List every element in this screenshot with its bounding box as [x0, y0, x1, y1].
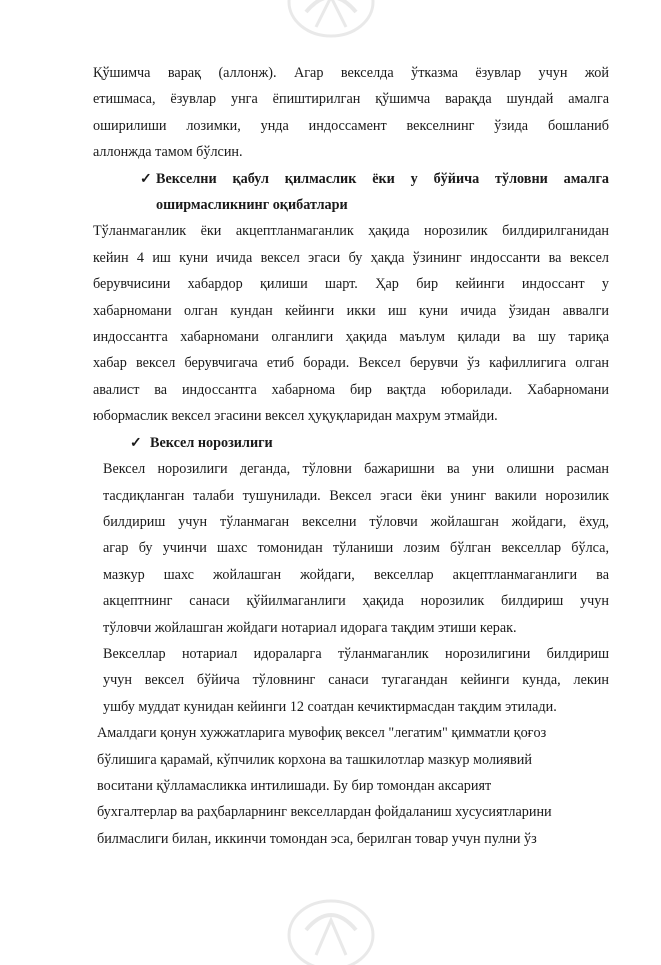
checkmark-icon: ✓: [130, 434, 142, 451]
heading-consequences: [93, 166, 609, 219]
text-line: агар бу учинчи шахс томонидан тўланиши лозим бўлган векселлар бўлса,: [103, 540, 609, 557]
text-line: бўлишига қарамай, кўпчилик корхона ва ташкилотлар мазкур молиявий: [97, 751, 532, 768]
heading-line: оширмасликнинг оқибатлари: [156, 197, 348, 214]
text-line: акцептнинг санаси қўйилмаганлиги ҳақида норозилик билдириш учун: [103, 593, 609, 610]
text-line: оширилиши лозимки, унда индоссамент векселнинг ўзида бошланиб: [93, 117, 609, 134]
text-line: Вексел норозилиги деганда, тўловни бажаришни ва уни олишни расман: [103, 461, 609, 478]
paragraph-notice: [93, 218, 609, 429]
text-line: билдириш учун тўланмаган векселни тўловчи жойлашган жойдаги, ёхуд,: [103, 513, 609, 530]
heading-text: Векселни қабул қилмаслик ёки у бўйича тўловни амалга: [156, 170, 609, 187]
heading-line: [140, 166, 609, 192]
text-line: Амалдаги қонун хужжатларига мувофиқ вексел "легатим" қимматли қоғоз: [97, 725, 547, 742]
heading-text: Вексел норозилиги: [150, 434, 273, 451]
text-line: етишмаса, ёзувлар унга ёпиштирилган қўшимча варақда шундай амалга: [93, 91, 609, 108]
text-line: авалист ва индоссантга хабарнома бир вақтда юборилади. Хабарномани: [93, 381, 609, 398]
paragraph-allonge: [93, 60, 609, 166]
text-line: бухгалтерлар ва раҳбарларнинг векселлардан фойдаланиш хусусиятларини: [97, 804, 552, 821]
text-line: учун вексел бўйича тўловнинг санаси тугагандан кейинги кунда, лекин: [103, 672, 609, 689]
watermark-emblem-top: [276, 0, 386, 52]
text-line: воситани қўлламасликка интилишади. Бу бир томондан аксарият: [97, 777, 492, 794]
watermark-emblem-bottom: [276, 885, 386, 965]
document-page: [93, 60, 609, 852]
text-line: индоссантга хабарномани олганлиги ҳақида маълум қилади ва шу тариқа: [93, 329, 609, 346]
text-line: берувчисини хабардор қилиши шарт. Ҳар бир кейинги индоссант у: [93, 276, 609, 293]
text-line: тўловчи жойлашган жойдаги нотариал идорага тақдим этиши керак.: [103, 619, 517, 636]
checkmark-icon: ✓: [140, 170, 152, 187]
text-line: Қўшимча варақ (аллонж). Агар векселда ўтказма ёзувлар учун жой: [93, 65, 609, 81]
text-line: хабар вексел берувчигача етиб боради. Вексел берувчи ўз кафиллигига олган: [93, 355, 609, 372]
text-line: Векселлар нотариал идораларга тўланмаганлик норозилигини билдириш: [103, 645, 609, 662]
text-line: тасдиқланган талаби тушунилади. Вексел эгаси ёки унинг вакили норозилик: [103, 487, 609, 504]
paragraph-protest-definition: [93, 456, 609, 641]
text-line: билмаслиги билан, иккинчи томондан эса, берилган товар учун пулни ўз: [97, 830, 537, 847]
text-line: Тўланмаганлик ёки акцептланмаганлик ҳақида норозилик билдирилганидан: [93, 223, 609, 240]
text-line: аллонжда тамом бўлсин.: [93, 144, 243, 161]
text-line: хабарномани олган кундан кейинги икки иш куни ичида ўзидан аввалги: [93, 302, 609, 319]
text-line: ушбу муддат кунидан кейинги 12 соатдан кечиктирмасдан тақдим этилади.: [103, 698, 557, 715]
paragraph-notary-deadline: [93, 641, 609, 720]
paragraph-current-law: [93, 720, 609, 852]
heading-protest: [93, 430, 609, 456]
text-line: юбормаслик вексел эгасини вексел ҳуқуқларидан махрум этмайди.: [93, 408, 498, 425]
text-line: кейин 4 иш куни ичида вексел эгаси бу ҳақда ўзининг индоссанти ва вексел: [93, 249, 609, 266]
text-line: мазкур шахс жойлашган жойдаги, векселлар акцептланмаганлиги ва: [103, 566, 609, 583]
